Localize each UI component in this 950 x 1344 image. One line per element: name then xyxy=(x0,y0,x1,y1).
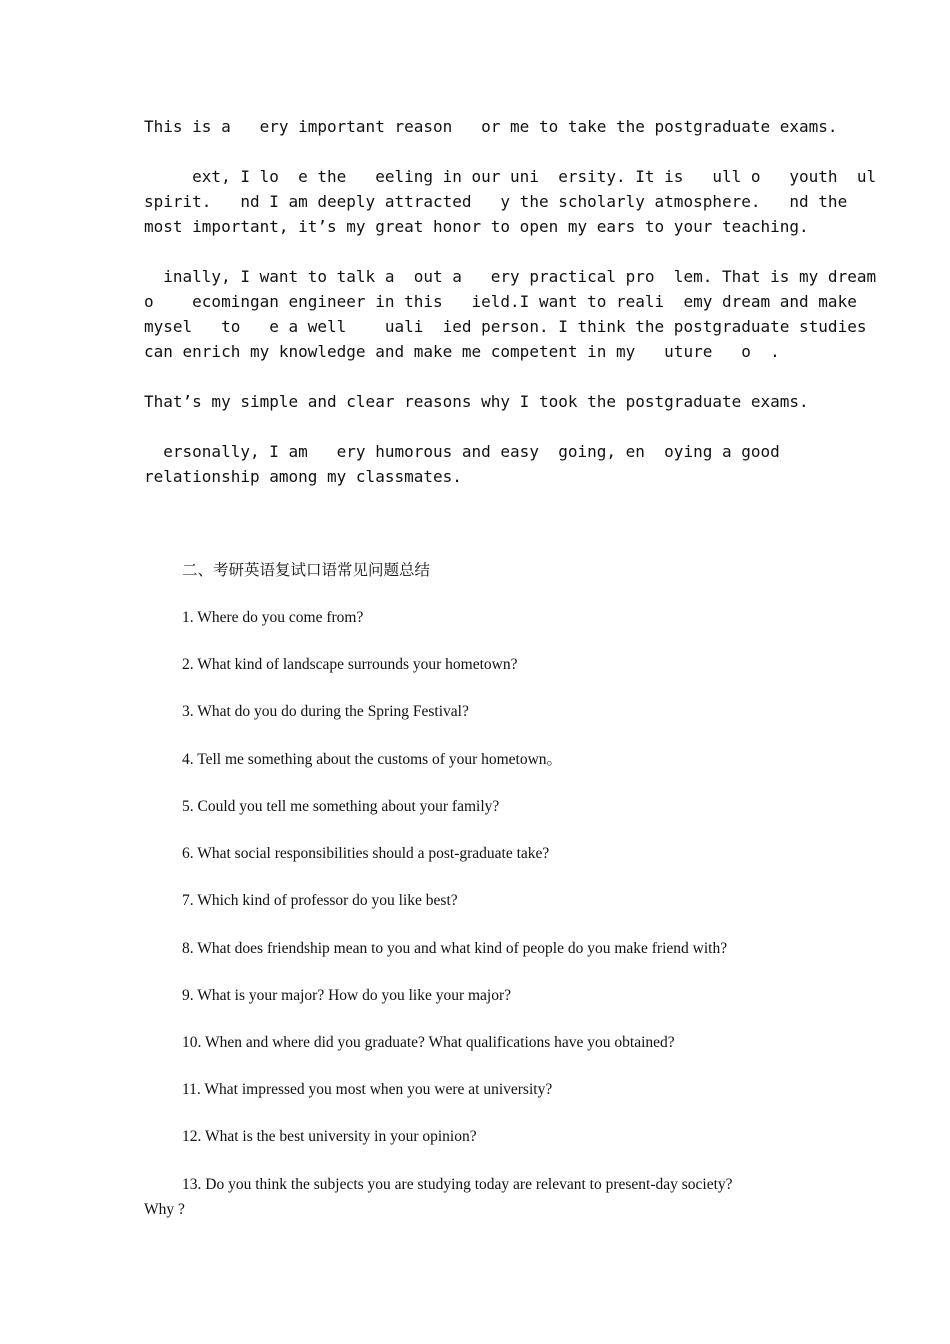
section-heading: 二、考研英语复试口语常见问题总结 xyxy=(182,562,431,579)
question-2: 2. What kind of landscape surrounds your hometown? xyxy=(182,656,518,673)
paragraph-3-line-1: inally, I want to talk a out a ery practical pro lem. That is my dream xyxy=(144,267,877,286)
question-3: 3. What do you do during the Spring Festival? xyxy=(182,703,469,720)
question-12: 12. What is the best university in your opinion? xyxy=(182,1128,477,1145)
paragraph-3-line-2: o ecomingan engineer in this ield.I want to reali emy dream and make xyxy=(144,292,857,311)
question-1: 1. Where do you come from? xyxy=(182,609,364,626)
paragraph-2-line-1: ext, I lo e the eeling in our uni ersity. It is ull o youth ul xyxy=(144,167,877,186)
question-13-continuation: Why ? xyxy=(144,1201,185,1218)
paragraph-3-line-4: can enrich my knowledge and make me competent in my uture o . xyxy=(144,342,780,361)
question-10: 10. When and where did you graduate? What qualifications have you obtained? xyxy=(182,1034,675,1051)
question-4: 4. Tell me something about the customs of your hometown。 xyxy=(182,751,563,768)
question-13: 13. Do you think the subjects you are studying today are relevant to present-day society? xyxy=(182,1176,733,1193)
paragraph-4-line-1: That’s my simple and clear reasons why I took the postgraduate exams. xyxy=(144,392,809,411)
paragraph-3-line-3: mysel to e a well uali ied person. I think the postgraduate studies xyxy=(144,317,867,336)
paragraph-1-line-1: This is a ery important reason or me to take the postgraduate exams. xyxy=(144,117,838,136)
paragraph-5-line-2: relationship among my classmates. xyxy=(144,467,462,486)
question-5: 5. Could you tell me something about your family? xyxy=(182,798,500,815)
question-9: 9. What is your major? How do you like your major? xyxy=(182,987,512,1004)
paragraph-2-line-3: most important, it’s my great honor to open my ears to your teaching. xyxy=(144,217,809,236)
question-8: 8. What does friendship mean to you and what kind of people do you make friend with? xyxy=(182,940,728,957)
paragraph-2-line-2: spirit. nd I am deeply attracted y the scholarly atmosphere. nd the xyxy=(144,192,848,211)
question-7: 7. Which kind of professor do you like best? xyxy=(182,892,458,909)
question-6: 6. What social responsibilities should a post-graduate take? xyxy=(182,845,550,862)
paragraph-5-line-1: ersonally, I am ery humorous and easy going, en oying a good xyxy=(144,442,780,461)
question-11: 11. What impressed you most when you were at university? xyxy=(182,1081,553,1098)
